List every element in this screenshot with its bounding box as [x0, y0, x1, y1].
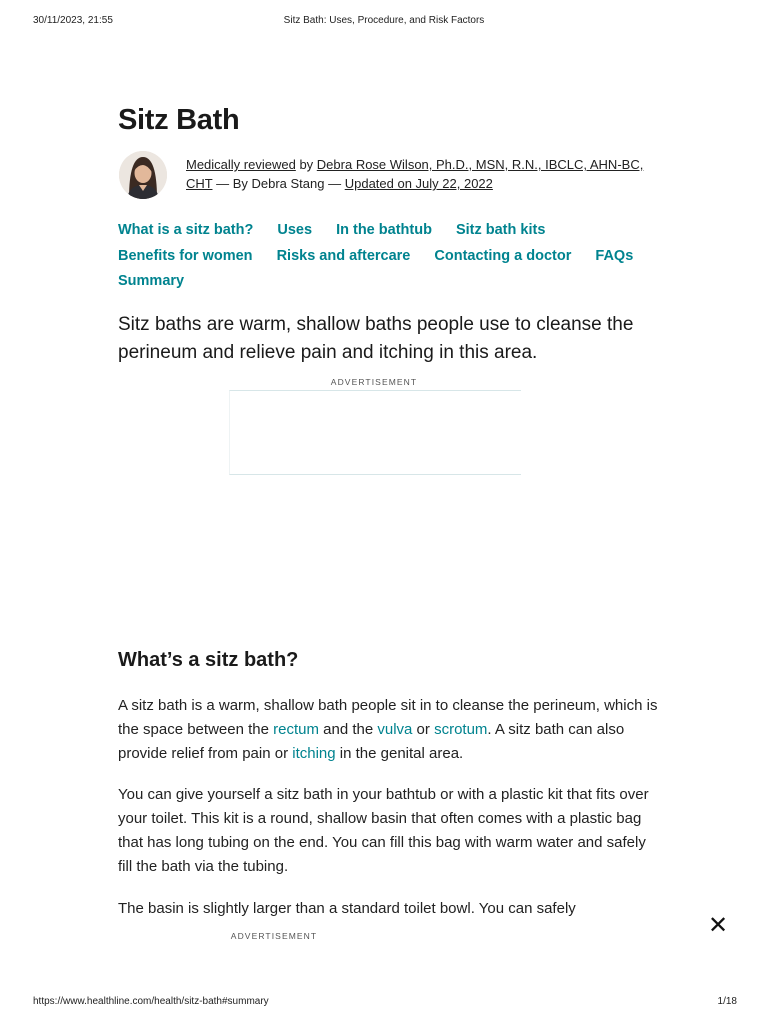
toc-link-contacting-a-doctor[interactable]: Contacting a doctor: [434, 247, 572, 264]
print-footer: [0, 996, 768, 1010]
toc-link-in-the-bathtub[interactable]: In the bathtub: [336, 222, 432, 238]
print-header: [0, 15, 768, 29]
toc-link-benefits-for-women[interactable]: Benefits for women: [118, 247, 253, 264]
toc-row: [118, 269, 658, 295]
body-paragraph: The basin is slightly larger than a standard toilet bowl. You can safely: [118, 900, 576, 917]
lead-paragraph: Sitz baths are warm, shallow baths people use to cleanse the perineum and relieve pain and itching in this area.: [118, 314, 634, 363]
medically-reviewed-link[interactable]: Medically reviewed: [186, 157, 296, 172]
itching-link[interactable]: itching: [292, 745, 336, 762]
print-page-count: 1/18: [717, 996, 737, 1007]
ad-label: ADVERTISEMENT: [230, 931, 318, 941]
section-heading: What’s a sitz bath?: [118, 649, 299, 671]
ad-label: ADVERTISEMENT: [330, 377, 418, 387]
vulva-link[interactable]: vulva: [377, 721, 413, 738]
toc-row: [118, 244, 658, 270]
body-paragraph: [118, 694, 658, 766]
ad-slot[interactable]: [229, 390, 521, 475]
body-paragraph: You can give yourself a sitz bath in your bathtub or with a plastic kit that fits over your toilet. This kit is a round, shallow basin that often comes with a plastic bag that has long tubing on the end. You can fill this bag with warm water and safely fill the bath via the tubing.: [118, 786, 649, 875]
close-icon: ✕: [707, 912, 729, 939]
rectum-link[interactable]: rectum: [273, 721, 319, 738]
scrotum-link[interactable]: scrotum: [434, 721, 488, 738]
paragraph-text: . A sitz bath can also provide relief from pain or: [118, 721, 625, 762]
toc-link-risks-and-aftercare[interactable]: Risks and aftercare: [276, 247, 411, 264]
author-photo-icon: [119, 151, 167, 199]
updated-date-link[interactable]: Updated on July 22, 2022: [344, 176, 493, 191]
toc-link-sitz-bath-kits[interactable]: Sitz bath kits: [455, 222, 546, 238]
author-avatar: [119, 151, 167, 199]
paragraph-text: and the: [318, 721, 378, 738]
toc-link-faqs[interactable]: FAQs: [595, 247, 634, 264]
table-of-contents: [118, 218, 658, 295]
print-page-title: Sitz Bath: Uses, Procedure, and Risk Factors: [283, 15, 485, 26]
toc-link-uses[interactable]: Uses: [277, 222, 313, 238]
page-title: Sitz Bath: [118, 104, 240, 136]
paragraph-text: or: [412, 721, 435, 738]
author-text: — By Debra Stang —: [212, 176, 345, 191]
print-datetime: 30/11/2023, 21:55: [33, 15, 113, 26]
toc-link-what-is[interactable]: What is a sitz bath?: [118, 222, 254, 238]
toc-link-summary[interactable]: Summary: [118, 273, 185, 289]
paragraph-text: in the genital area.: [335, 745, 464, 762]
reviewer-link[interactable]: Debra Rose Wilson, Ph.D., MSN, R.N., IBCLC, AHN-BC, CHT: [186, 157, 644, 191]
close-ad-button[interactable]: [706, 914, 730, 938]
print-url: https://www.healthline.com/health/sitz-bath#summary: [33, 996, 269, 1007]
byline-by-text: by: [295, 157, 317, 172]
paragraph-text: A sitz bath is a warm, shallow bath people sit in to cleanse the perineum, which is the space between the: [118, 697, 658, 738]
byline: [186, 155, 656, 193]
toc-row: [118, 218, 658, 244]
